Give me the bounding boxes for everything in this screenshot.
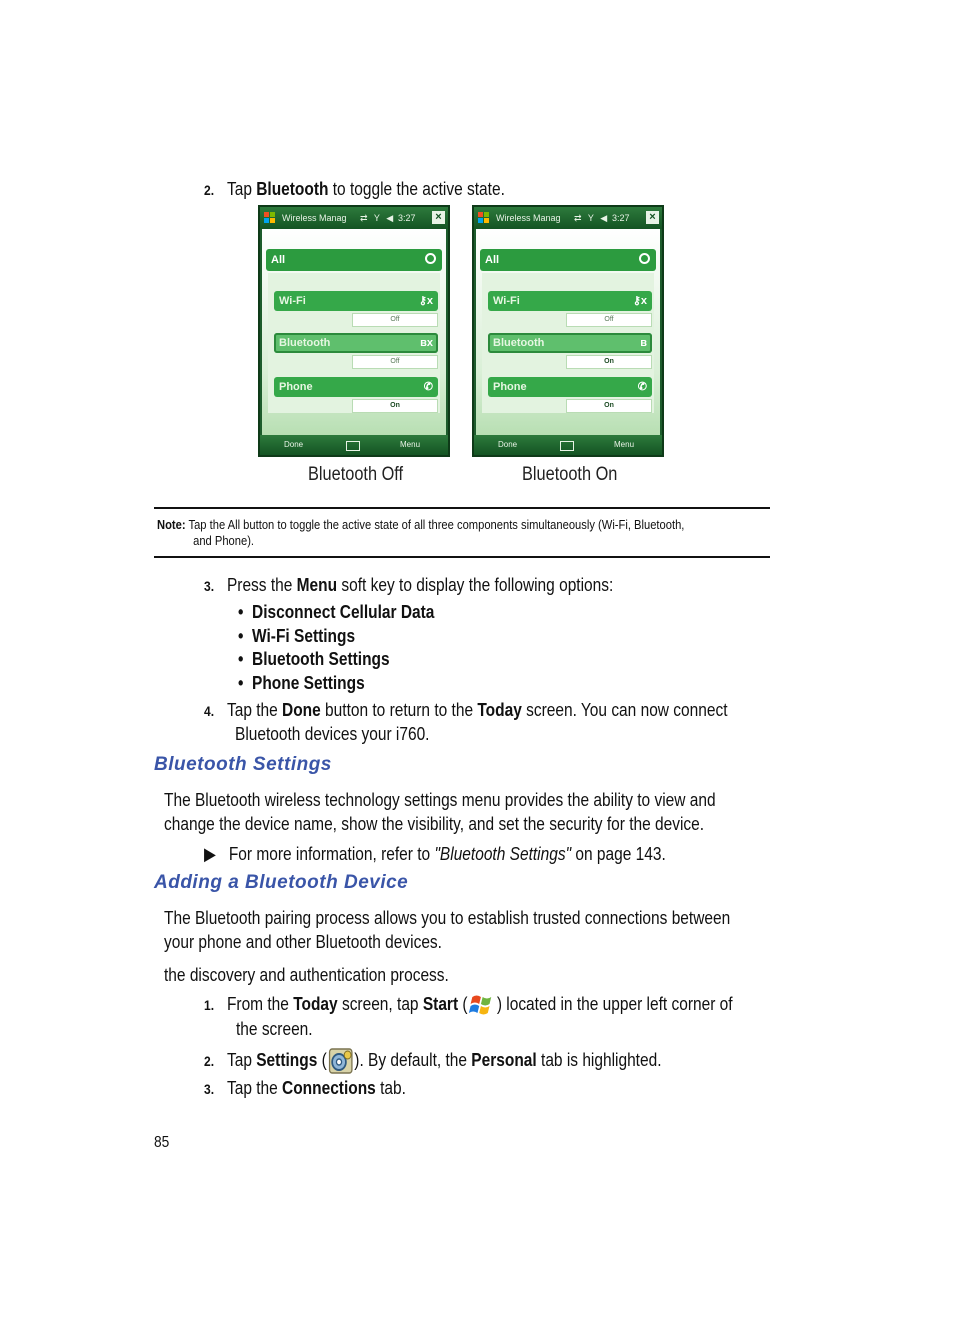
step-text: button to return to the: [320, 700, 478, 720]
soft-key-bar: [260, 435, 448, 455]
cross-reference: [204, 842, 666, 866]
phone-state: On: [566, 399, 652, 413]
done-softkey[interactable]: Done: [284, 440, 304, 449]
step-text: From the: [226, 994, 294, 1014]
step-1: [204, 992, 733, 1018]
step-bold: Bluetooth: [256, 179, 329, 199]
step-text: screen. You can now connect: [521, 700, 728, 720]
window-title: Wireless Manag: [282, 213, 347, 223]
bluetooth-state: Off: [352, 355, 438, 369]
step-number: 3.: [204, 578, 215, 594]
window-title: Wireless Manag: [496, 213, 561, 223]
screenshot-bluetooth-on: [472, 205, 664, 457]
step-text: tab.: [375, 1078, 406, 1098]
bluetooth-toggle[interactable]: [274, 333, 438, 353]
step-text: (: [458, 994, 468, 1014]
step-text: ). By default, the: [354, 1049, 472, 1070]
paragraph-line: change the device name, show the visibility, and set the security for the device.: [164, 814, 705, 834]
step-1-continued: the screen.: [236, 1019, 313, 1039]
note-text: and Phone).: [193, 533, 255, 548]
paragraph-line: your phone and other Bluetooth devices.: [164, 932, 442, 952]
option-label: Bluetooth Settings: [252, 649, 390, 669]
step-bold: Done: [282, 700, 321, 720]
windows-start-icon: [264, 212, 276, 224]
screenshot-bluetooth-off: [258, 205, 450, 457]
step-number: 4.: [204, 703, 215, 719]
power-icon: [639, 253, 650, 264]
close-icon[interactable]: ×: [432, 211, 445, 224]
option-item: • Bluetooth Settings: [238, 649, 390, 669]
wifi-off-icon: ⚷x: [632, 295, 647, 307]
step-bold: Today: [293, 994, 338, 1014]
menu-softkey[interactable]: Menu: [400, 440, 421, 449]
ref-link[interactable]: "Bluetooth Settings": [434, 844, 572, 864]
soft-key-bar: [474, 435, 662, 455]
paragraph-line: The Bluetooth pairing process allows you to establish trusted connections between: [164, 908, 731, 928]
bluetooth-state: On: [566, 355, 652, 369]
step-3-connections: [204, 1076, 406, 1101]
note-bottom-rule: [154, 556, 770, 558]
step-number: 2.: [204, 1052, 215, 1069]
step-bold: Settings: [256, 1049, 318, 1070]
page-number: 85: [154, 1134, 170, 1151]
keyboard-icon[interactable]: [560, 441, 574, 451]
all-label: All: [271, 254, 286, 266]
option-label: Phone Settings: [252, 673, 365, 693]
step-text: ) located in the upper left corner of: [496, 994, 733, 1014]
wifi-off-icon: ⚷x: [418, 295, 433, 307]
bluetooth-label: Bluetooth: [493, 337, 545, 349]
toggle-panel: [482, 273, 654, 413]
step-text: screen, tap: [337, 994, 423, 1014]
step-bold: Connections: [282, 1078, 376, 1098]
bluetooth-off-icon: ʙx: [420, 337, 433, 349]
status-icons: ⇄ Y ◀: [360, 213, 396, 223]
menu-softkey[interactable]: Menu: [614, 440, 635, 449]
ref-text: on page 143.: [571, 844, 666, 864]
clock: 3:27: [612, 213, 630, 223]
step-text: to toggle the active state.: [328, 179, 505, 199]
wifi-toggle[interactable]: [488, 291, 652, 311]
status-icons: ⇄ Y ◀: [574, 213, 610, 223]
step-4: [204, 698, 727, 723]
step-4-continued: Bluetooth devices your i760.: [235, 724, 430, 744]
all-button[interactable]: [480, 249, 656, 271]
toggle-panel: [268, 273, 440, 413]
step-3: [204, 573, 613, 598]
bluetooth-on-icon: ʙ: [640, 337, 647, 349]
step-text: Tap: [226, 179, 257, 199]
close-icon[interactable]: ×: [646, 211, 659, 224]
step-text: soft key to display the following options:: [337, 575, 614, 595]
note: [157, 517, 684, 549]
step-2: [204, 1046, 662, 1076]
arrow-icon: ▶: [204, 844, 216, 864]
phone-label: Phone: [493, 381, 527, 393]
wifi-state: Off: [352, 313, 438, 327]
step-bold: Today: [477, 700, 522, 720]
windows-start-icon: [478, 212, 490, 224]
settings-icon: [327, 1046, 355, 1076]
title-bar: [260, 207, 448, 229]
step-2-top: [204, 177, 505, 202]
power-icon: [425, 253, 436, 264]
phone-icon: ✆: [423, 381, 433, 393]
note-top-rule: [154, 507, 770, 509]
wifi-toggle[interactable]: [274, 291, 438, 311]
step-text: (: [317, 1049, 327, 1070]
keyboard-icon[interactable]: [346, 441, 360, 451]
phone-label: Phone: [279, 381, 313, 393]
ref-text: For more information, refer to: [228, 844, 435, 864]
section-heading-adding-device: Adding a Bluetooth Device: [154, 872, 409, 893]
option-item: • Phone Settings: [238, 673, 365, 693]
step-bold: Start: [422, 994, 459, 1014]
bluetooth-toggle[interactable]: [488, 333, 652, 353]
paragraph-line: The Bluetooth wireless technology settings menu provides the ability to view and: [164, 790, 716, 810]
phone-toggle[interactable]: [274, 377, 438, 397]
step-bold: Menu: [296, 575, 338, 595]
step-text: Tap: [226, 1049, 257, 1070]
note-label: Note:: [157, 517, 186, 532]
step-number: 3.: [204, 1081, 215, 1097]
caption-bluetooth-off: Bluetooth Off: [308, 464, 404, 485]
step-bold: Personal: [471, 1049, 537, 1070]
phone-icon: ✆: [637, 381, 647, 393]
paragraph: the discovery and authentication process.: [164, 965, 449, 985]
wifi-label: Wi-Fi: [279, 295, 306, 307]
option-item: • Disconnect Cellular Data: [238, 602, 435, 622]
option-label: Wi-Fi Settings: [252, 626, 356, 646]
bluetooth-label: Bluetooth: [279, 337, 331, 349]
step-text: Tap the: [226, 1078, 283, 1098]
step-number: 1.: [204, 997, 215, 1013]
option-item: • Wi-Fi Settings: [238, 626, 356, 646]
step-text: Press the: [226, 575, 297, 595]
clock: 3:27: [398, 213, 416, 223]
section-heading-bluetooth-settings: Bluetooth Settings: [154, 754, 332, 775]
wifi-state: Off: [566, 313, 652, 327]
all-label: All: [485, 254, 500, 266]
windows-start-icon: [468, 992, 497, 1018]
all-button[interactable]: [266, 249, 442, 271]
caption-bluetooth-on: Bluetooth On: [522, 464, 618, 485]
step-text: tab is highlighted.: [536, 1049, 662, 1070]
title-bar: [474, 207, 662, 229]
phone-state: On: [352, 399, 438, 413]
option-label: Disconnect Cellular Data: [252, 602, 435, 622]
wifi-label: Wi-Fi: [493, 295, 520, 307]
phone-toggle[interactable]: [488, 377, 652, 397]
step-number: 2.: [204, 182, 215, 198]
note-text: Tap the All button to toggle the active state of all three components simultaneously (Wi-Fi, Bluetooth,: [188, 517, 685, 532]
done-softkey[interactable]: Done: [498, 440, 518, 449]
step-text: Tap the: [226, 700, 283, 720]
